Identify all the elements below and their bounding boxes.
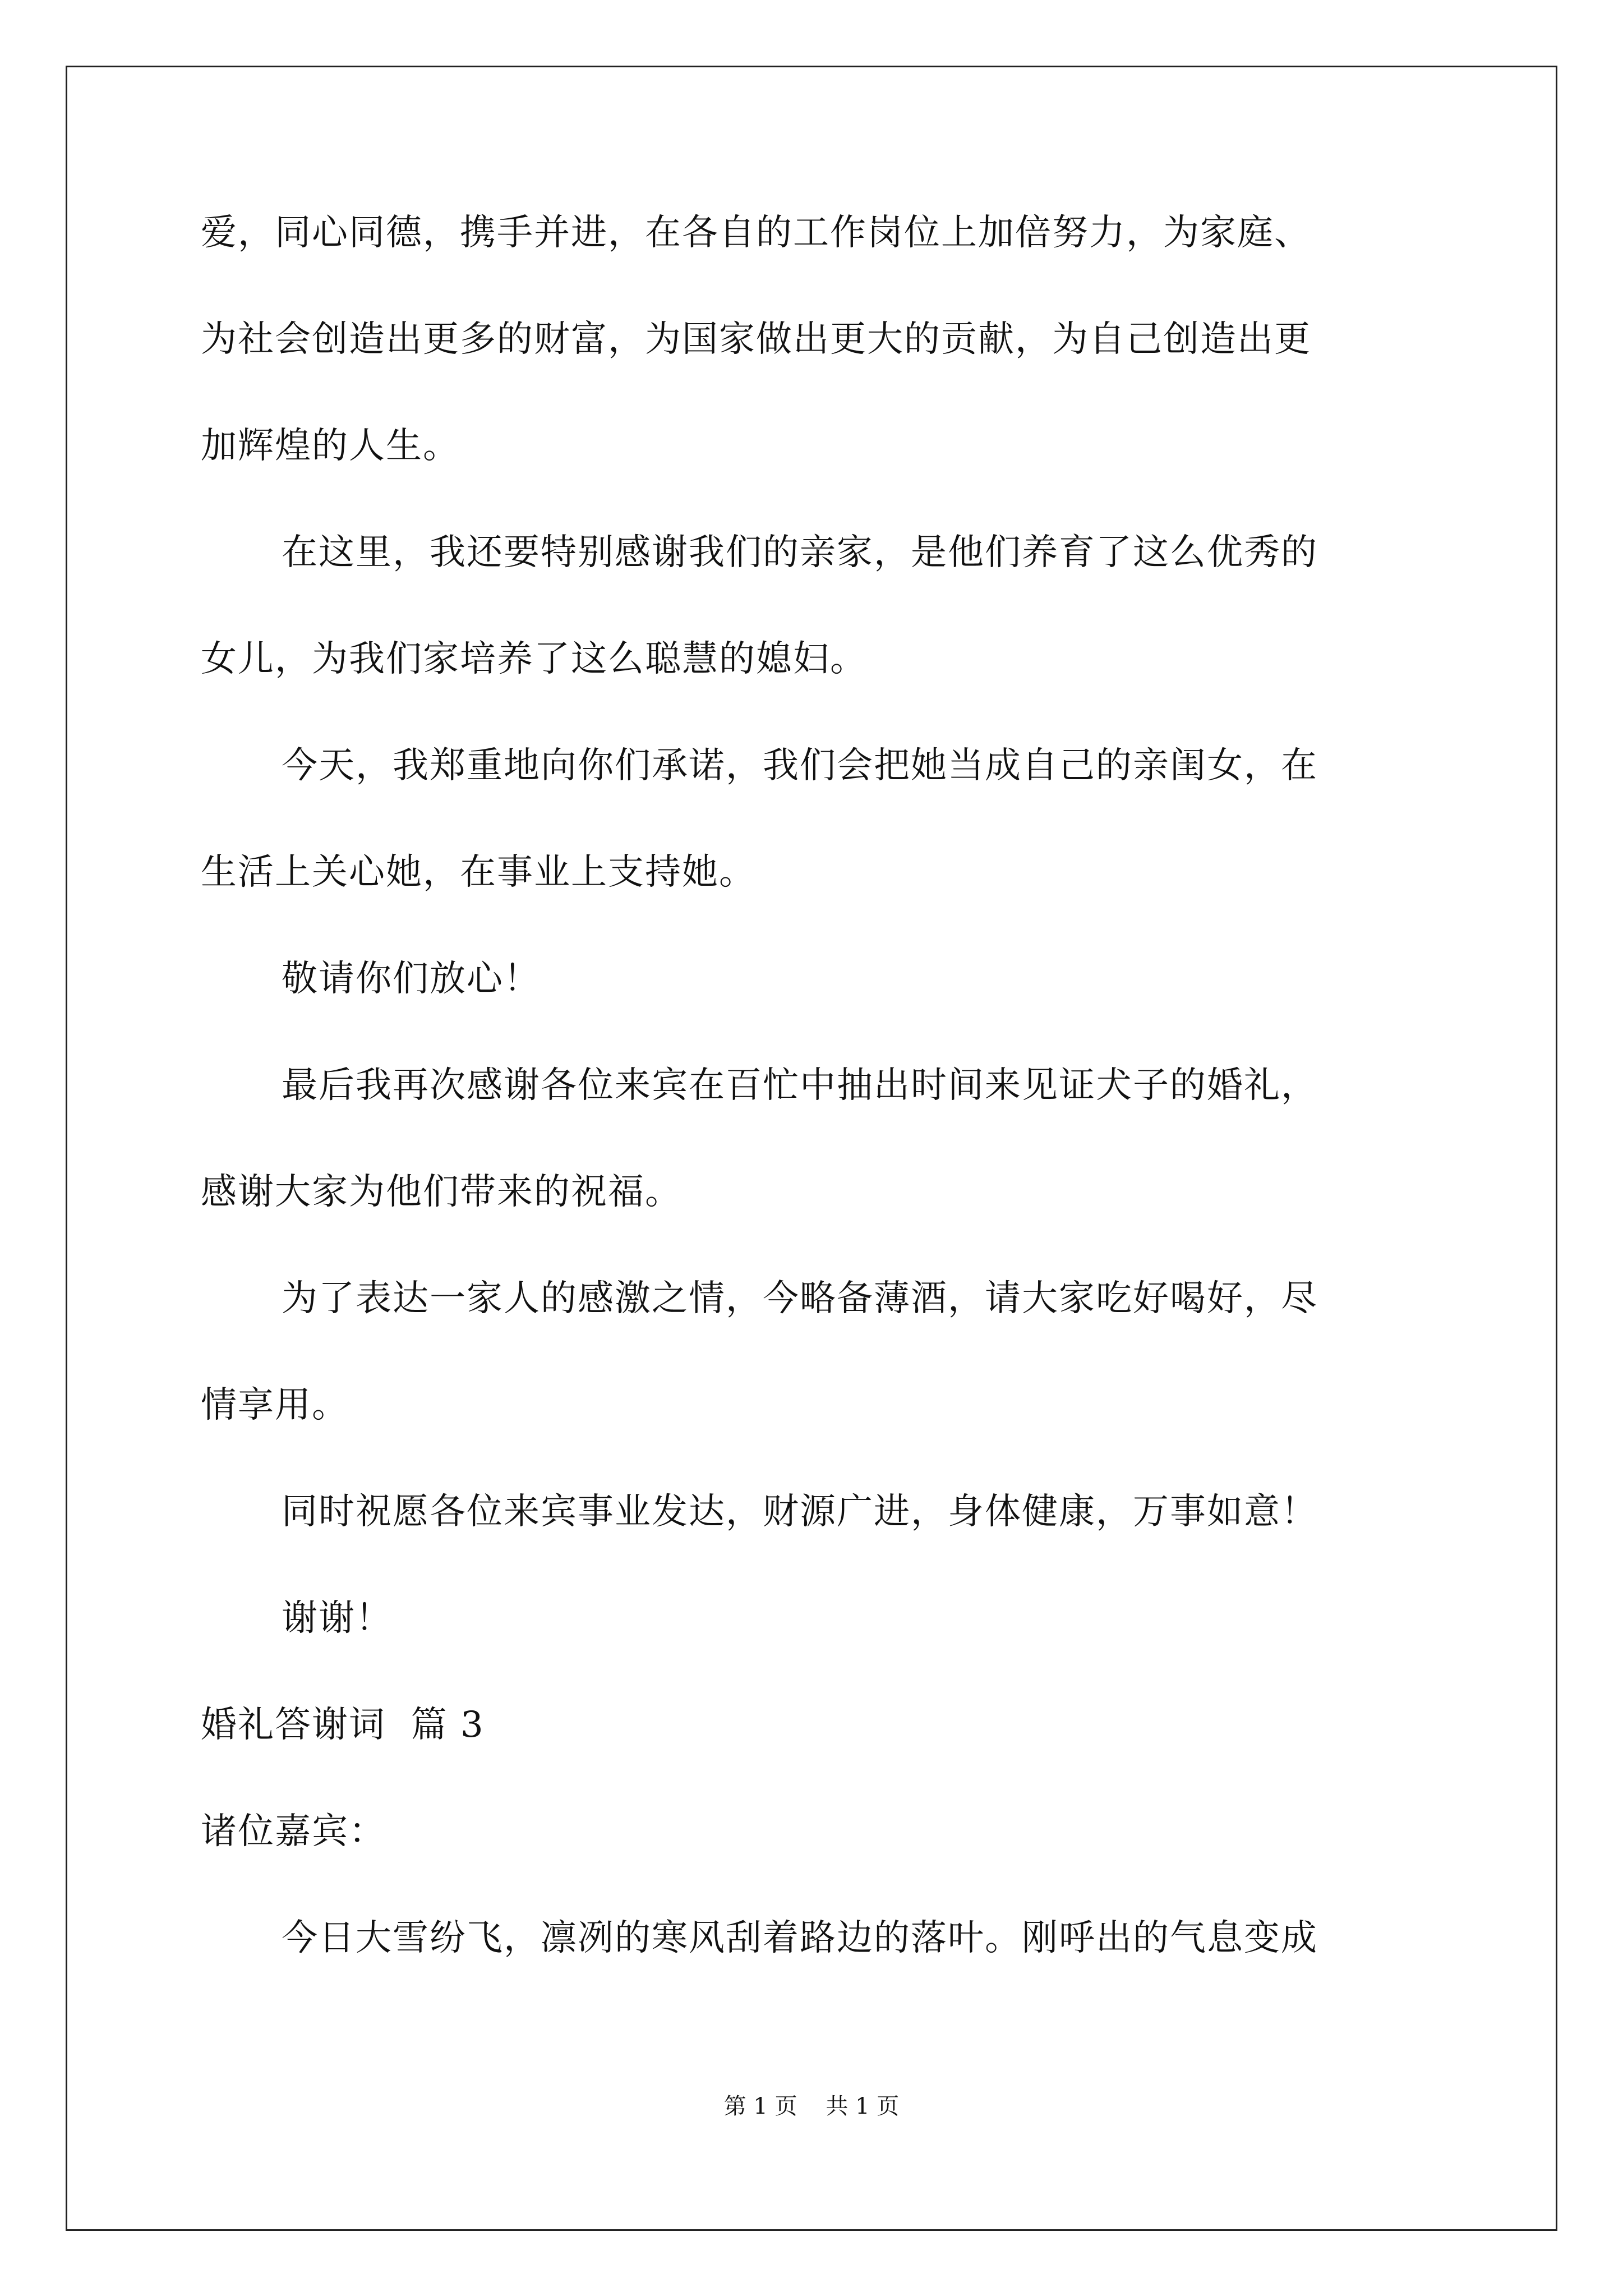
paragraph-start-line: 最后我再次感谢各位来宾在百忙中抽出时间来见证犬子的婚礼， xyxy=(282,1065,1318,1106)
paragraph-start-line: 今日大雪纷飞，凛冽的寒风刮着路边的落叶。刚呼出的气息变成 xyxy=(282,1917,1318,1959)
body-line: 感谢大家为他们带来的祝福。 xyxy=(201,1171,682,1213)
paragraph-start-line: 谢谢！ xyxy=(282,1598,393,1639)
section-heading: 婚礼答谢词 篇 3 xyxy=(201,1704,485,1746)
paragraph-start-line: 为了表达一家人的感激之情，今略备薄酒，请大家吃好喝好，尽 xyxy=(282,1278,1318,1319)
page-number-footer: 第 1 页 共 1 页 xyxy=(723,2093,900,2119)
salutation: 诸位嘉宾： xyxy=(201,1811,386,1852)
body-line: 生活上关心她，在事业上支持她。 xyxy=(201,852,756,893)
body-line: 女儿，为我们家培养了这么聪慧的媳妇。 xyxy=(201,638,867,680)
paragraph-start-line: 同时祝愿各位来宾事业发达，财源广进，身体健康，万事如意！ xyxy=(282,1491,1318,1533)
paragraph-start-line: 在这里，我还要特别感谢我们的亲家，是他们养育了这么优秀的 xyxy=(282,532,1318,573)
body-line: 为社会创造出更多的财富，为国家做出更大的贡献，为自己创造出更 xyxy=(201,319,1311,360)
body-line: 情享用。 xyxy=(201,1384,349,1426)
paragraph-start-line: 今天，我郑重地向你们承诺，我们会把她当成自己的亲闺女，在 xyxy=(282,745,1318,786)
paragraph-start-line: 敬请你们放心！ xyxy=(282,958,541,1000)
body-line: 加辉煌的人生。 xyxy=(201,425,460,467)
body-line: 爱，同心同德，携手并进，在各自的工作岗位上加倍努力，为家庭、 xyxy=(201,212,1311,254)
